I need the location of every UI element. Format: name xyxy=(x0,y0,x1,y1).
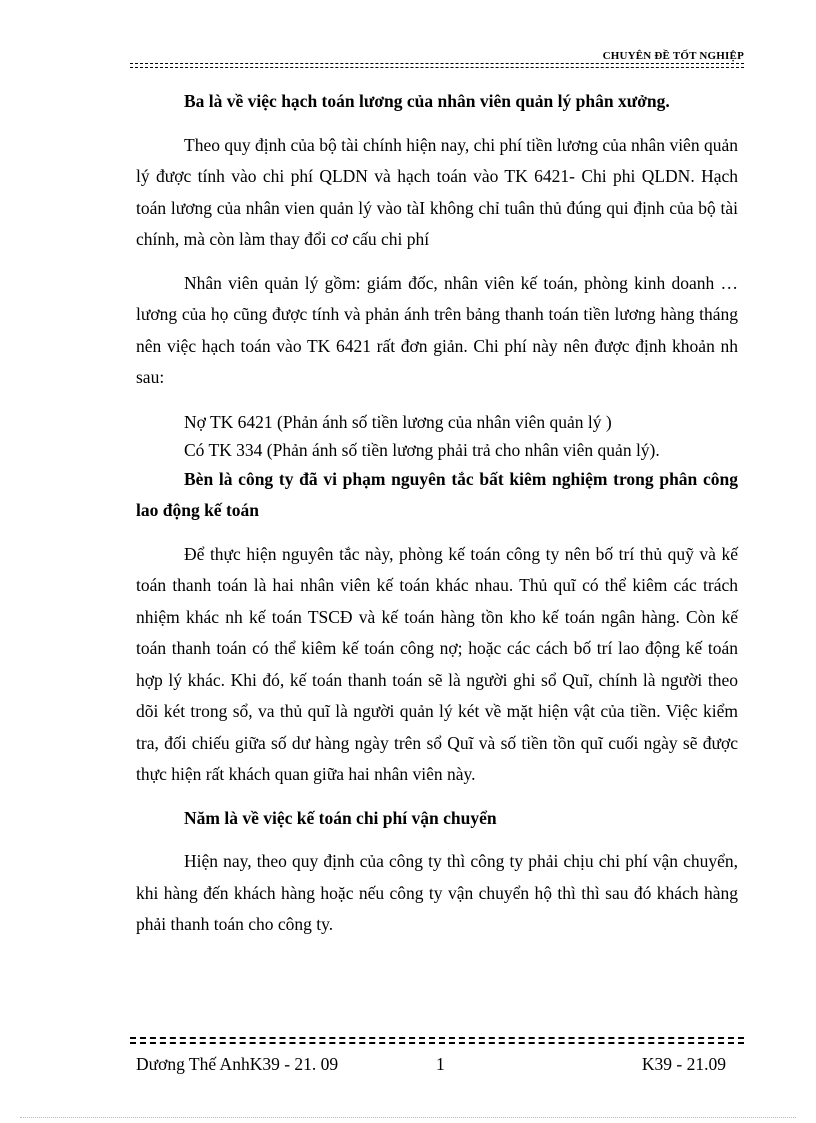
paragraph: Để thực hiện nguyên tắc này, phòng kế toán công ty nên bố trí thủ quỹ và kế toán thanh toán là hai nhân viên kế toán khác nhau. Thủ quĩ có thể kiêm các trách nhiệm khác nh kế toán TSCĐ và kế toán hàng tồn kho kế toán ngân hàng. Còn kế toán thanh toán có thể kiêm kế toán công nợ; hoặc các cách bố trí lao động kế toán hợp lý khác. Khi đó, kế toán thanh toán sẽ là người ghi sổ Quĩ, chính là người theo dõi két trong sổ, va thủ quĩ là người quản lý két về mặt hiện vật của tiền. Việc kiểm tra, đối chiếu giữa số dư hàng ngày trên sổ Quĩ và số tiền tồn quĩ cuối ngày sẽ được thực hiện rất khách quan giữa hai nhân viên này. xyxy=(136,543,738,784)
footer-divider xyxy=(130,1042,744,1044)
accounting-entry-credit: Có TK 334 (Phản ánh số tiền lương phải trả cho nhân viên quản lý). xyxy=(184,439,660,460)
page-number: 1 xyxy=(436,1054,445,1074)
paragraph: Nhân viên quản lý gồm: giám đốc, nhân viên kế toán, phòng kinh doanh …lương của họ cũng được tính và phản ánh trên bảng thanh toán tiền lương hàng tháng nên việc hạch toán vào TK 6421 rất đơn giản. Chi phí này nên được định khoản nh sau: xyxy=(136,272,738,387)
footer-author: Dương Thế AnhK39 - 21. 09 xyxy=(136,1054,339,1074)
header-divider xyxy=(130,67,744,68)
footer-class-code: K39 - 21.09 xyxy=(641,1054,726,1074)
section-heading: Bèn là công ty đã vi phạm nguyên tắc bất kiêm nghiệm trong phân công lao động kế toán xyxy=(136,468,738,520)
page-edge xyxy=(20,1117,796,1118)
footer-divider xyxy=(130,1037,744,1039)
header-divider xyxy=(130,63,744,64)
section-heading: Ba là về việc hạch toán lương của nhân viên quản lý phân xưởng. xyxy=(184,91,670,111)
section-heading: Năm là về việc kế toán chi phí vận chuyển xyxy=(184,807,497,828)
paragraph: Theo quy định của bộ tài chính hiện nay, chi phí tiền lương của nhân viên quản lý được tính vào chi phí QLDN và hạch toán vào TK 6421- Chi phi QLDN. Hạch toán lương của nhân vien quản lý vào tàI không chỉ tuân thủ đúng qui định của bộ tài chính, mà còn làm thay đổi cơ cấu chi phí xyxy=(136,134,738,249)
accounting-entry-debit: Nợ TK 6421 (Phản ánh số tiền lương của nhân viên quản lý ) xyxy=(184,411,612,432)
document-body xyxy=(136,86,738,941)
header-title: CHUYÊN ĐỀ TỐT NGHIỆP xyxy=(602,50,744,62)
paragraph: Hiện nay, theo quy định của công ty thì công ty phải chịu chi phí vận chuyển, khi hàng đến khách hàng hoặc nếu công ty vận chuyển hộ thì thì sau đó khách hàng phải thanh toán cho công ty. xyxy=(136,851,738,934)
